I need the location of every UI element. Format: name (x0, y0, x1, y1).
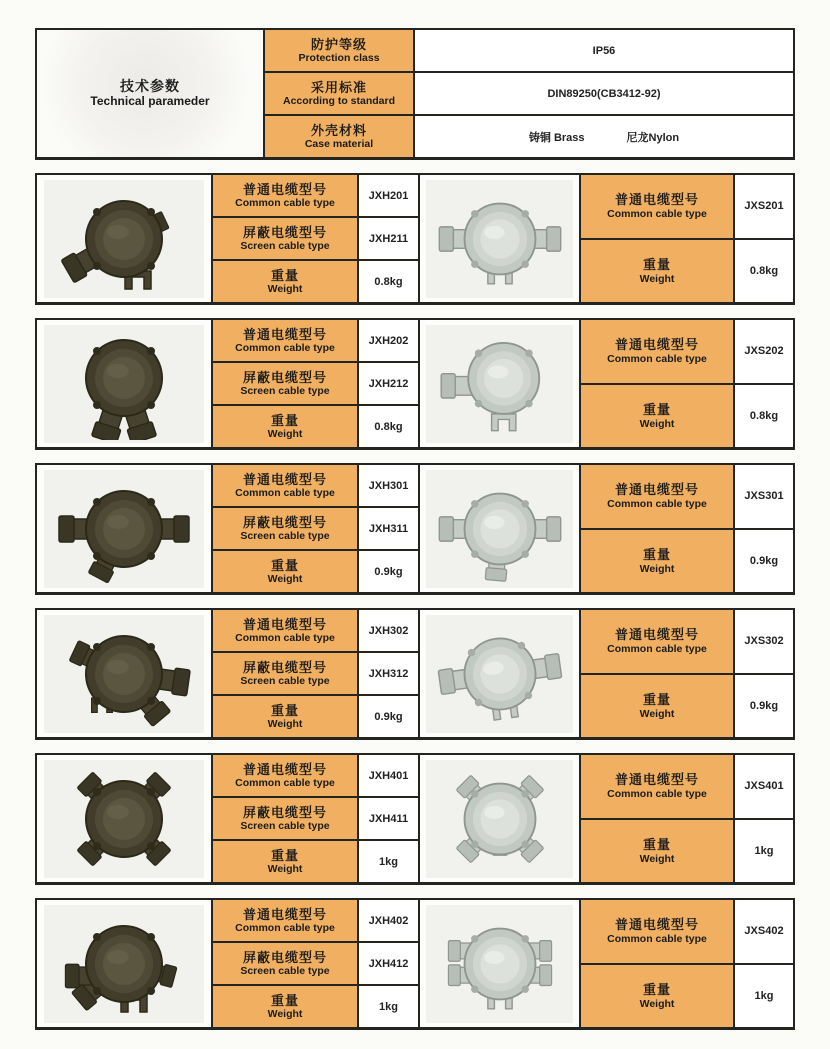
weight-value: 0.9kg (374, 710, 403, 723)
weight-label-en: Weight (639, 272, 675, 285)
weight-label (581, 675, 735, 738)
common-cable-type-label (581, 465, 735, 528)
screen-cable-row (213, 363, 418, 406)
weight-label-en: Weight (267, 863, 303, 876)
brass-photo-cell (37, 755, 213, 882)
screen-label-en: Screen cable type (240, 240, 330, 253)
common-label-en: Common cable type (607, 643, 707, 656)
weight-label-en: Weight (267, 573, 303, 586)
weight-label-en: Weight (639, 707, 675, 720)
screen-label-en: Screen cable type (240, 385, 330, 398)
brass-spec-cells (213, 320, 420, 447)
weight-label-zh: 重量 (270, 847, 299, 863)
common-model-value: JXS402 (744, 925, 784, 938)
common-model-value: JXH302 (368, 624, 409, 637)
product-row (35, 898, 795, 1030)
screen-model-value: JXH412 (368, 957, 409, 970)
weight-label-zh: 重量 (642, 256, 671, 272)
screen-model-value: JXH212 (368, 377, 409, 390)
weight-label-en: Weight (639, 852, 675, 865)
screen-cable-type-label (213, 943, 359, 984)
common-label-zh: 普通电缆型号 (242, 471, 327, 487)
common-cable-type-label (581, 320, 735, 383)
weight-label-zh: 重量 (270, 702, 299, 718)
weight-label-zh: 重量 (642, 981, 671, 997)
screen-cable-row (213, 943, 418, 986)
weight-label-en: Weight (267, 283, 303, 296)
brass-spec-cells (213, 610, 420, 737)
nylon-junction-box-photo (426, 470, 573, 588)
weight-label-zh: 重量 (270, 992, 299, 1008)
nylon-spec-cells (581, 175, 793, 302)
weight-label (581, 965, 735, 1028)
nylon-spec-cells (581, 320, 793, 447)
screen-model-value: JXH312 (368, 667, 409, 680)
nylon-spec-cells (581, 610, 793, 737)
weight-value: 1kg (754, 989, 774, 1002)
common-cable-type-label (213, 320, 359, 361)
common-cable-row (213, 465, 418, 508)
screen-cable-type-label (213, 363, 359, 404)
brass-junction-box-photo (44, 325, 204, 443)
case-material-nylon: 尼龙Nylon (626, 131, 680, 144)
screen-model-value: JXH311 (368, 522, 409, 535)
screen-label-zh: 屏蔽电缆型号 (242, 659, 327, 675)
common-label-en: Common cable type (235, 487, 335, 500)
common-model-value: JXS202 (744, 345, 784, 358)
common-label-zh: 普通电缆型号 (242, 326, 327, 342)
common-model-value: JXH201 (368, 189, 409, 202)
weight-label-zh: 重量 (270, 412, 299, 428)
weight-label-zh: 重量 (642, 836, 671, 852)
brass-junction-box-photo (44, 180, 204, 298)
common-cable-type-label (213, 175, 359, 216)
standard-label-zh: 采用标准 (310, 79, 367, 95)
common-cable-type-label (581, 755, 735, 818)
common-label-zh: 普通电缆型号 (242, 906, 327, 922)
common-model-value: JXH301 (368, 479, 409, 492)
weight-row (581, 530, 793, 593)
common-model-value: JXS201 (744, 200, 784, 213)
product-row (35, 318, 795, 450)
common-cable-row (581, 465, 793, 530)
standard-row (265, 73, 793, 116)
nylon-spec-cells (581, 900, 793, 1027)
weight-label-en: Weight (639, 417, 675, 430)
weight-value: 0.9kg (374, 565, 403, 578)
screen-cable-type-label (213, 798, 359, 839)
screen-label-zh: 屏蔽电缆型号 (242, 804, 327, 820)
brass-spec-cells (213, 175, 420, 302)
nylon-photo-cell (420, 900, 581, 1027)
protection-class-row (265, 30, 793, 73)
brass-junction-box-photo (44, 615, 204, 733)
common-label-zh: 普通电缆型号 (614, 192, 699, 208)
weight-label (581, 820, 735, 883)
weight-row (581, 820, 793, 883)
protection-class-label-zh: 防护等级 (310, 36, 367, 52)
common-model-value: JXH401 (368, 769, 409, 782)
weight-label (213, 551, 359, 592)
common-cable-type-label (213, 610, 359, 651)
tech-table-rows (265, 30, 793, 157)
tech-table-title-cell (37, 30, 265, 157)
weight-label-en: Weight (639, 997, 675, 1010)
common-cable-row (213, 320, 418, 363)
brass-spec-cells (213, 900, 420, 1027)
weight-row (213, 841, 418, 882)
brass-photo-cell (37, 175, 213, 302)
case-material-label-en: Case material (304, 138, 374, 151)
protection-class-label-en: Protection class (298, 52, 380, 65)
nylon-junction-box-photo (426, 180, 573, 298)
common-label-en: Common cable type (607, 498, 707, 511)
weight-label (213, 261, 359, 302)
brass-photo-cell (37, 465, 213, 592)
weight-row (581, 675, 793, 738)
brass-junction-box-photo (44, 905, 204, 1023)
nylon-photo-cell (420, 755, 581, 882)
nylon-junction-box-photo (426, 905, 573, 1023)
nylon-junction-box-photo (426, 615, 573, 733)
screen-cable-row (213, 798, 418, 841)
weight-value: 0.8kg (749, 264, 779, 277)
weight-label-zh: 重量 (642, 546, 671, 562)
common-label-en: Common cable type (607, 933, 707, 946)
screen-cable-row (213, 653, 418, 696)
weight-row (581, 240, 793, 303)
weight-label (581, 240, 735, 303)
common-label-zh: 普通电缆型号 (614, 482, 699, 498)
common-model-value: JXH402 (368, 914, 409, 927)
weight-value: 1kg (379, 855, 398, 868)
weight-value: 0.9kg (749, 699, 779, 712)
weight-label (213, 696, 359, 737)
common-cable-type-label (581, 610, 735, 673)
weight-row (213, 696, 418, 737)
weight-value: 0.8kg (374, 420, 403, 433)
weight-value: 0.8kg (749, 409, 779, 422)
case-material-label-zh: 外壳材料 (310, 122, 367, 138)
common-cable-row (581, 900, 793, 965)
weight-row (213, 406, 418, 447)
common-label-zh: 普通电缆型号 (242, 181, 327, 197)
weight-label (581, 530, 735, 593)
common-label-en: Common cable type (235, 777, 335, 790)
common-cable-row (581, 175, 793, 240)
common-cable-row (581, 755, 793, 820)
common-label-zh: 普通电缆型号 (242, 616, 327, 632)
nylon-photo-cell (420, 175, 581, 302)
weight-value: 1kg (754, 844, 774, 857)
weight-value: 0.8kg (374, 275, 403, 288)
screen-label-en: Screen cable type (240, 675, 330, 688)
screen-model-value: JXH211 (368, 232, 409, 245)
product-row (35, 608, 795, 740)
common-label-en: Common cable type (607, 353, 707, 366)
screen-cable-row (213, 508, 418, 551)
nylon-spec-cells (581, 465, 793, 592)
brass-spec-cells (213, 755, 420, 882)
brass-junction-box-photo (44, 760, 204, 878)
brass-spec-cells (213, 465, 420, 592)
common-model-value: JXS301 (744, 490, 784, 503)
nylon-photo-cell (420, 320, 581, 447)
common-label-zh: 普通电缆型号 (614, 772, 699, 788)
case-material-brass: 铸铜 Brass (528, 131, 585, 144)
weight-label-en: Weight (267, 1008, 303, 1021)
screen-model-value: JXH411 (368, 812, 409, 825)
common-cable-row (213, 610, 418, 653)
common-cable-type-label (581, 900, 735, 963)
nylon-photo-cell (420, 465, 581, 592)
weight-value: 1kg (379, 1000, 398, 1013)
weight-label-zh: 重量 (642, 691, 671, 707)
weight-label (581, 385, 735, 448)
weight-row (581, 385, 793, 448)
brass-photo-cell (37, 900, 213, 1027)
tech-parameter-table (35, 28, 795, 160)
screen-label-zh: 屏蔽电缆型号 (242, 224, 327, 240)
weight-value: 0.9kg (749, 554, 779, 567)
nylon-spec-cells (581, 755, 793, 882)
common-cable-row (213, 755, 418, 798)
screen-cable-type-label (213, 653, 359, 694)
screen-label-zh: 屏蔽电缆型号 (242, 949, 327, 965)
case-material-row (265, 116, 793, 157)
protection-class-label (265, 30, 415, 71)
screen-label-en: Screen cable type (240, 530, 330, 543)
common-cable-type-label (213, 900, 359, 941)
screen-cable-type-label (213, 218, 359, 259)
screen-label-zh: 屏蔽电缆型号 (242, 369, 327, 385)
nylon-junction-box-photo (426, 325, 573, 443)
common-cable-type-label (213, 755, 359, 796)
weight-row (213, 551, 418, 592)
common-cable-type-label (213, 465, 359, 506)
tech-title-zh: 技术参数 (120, 78, 180, 95)
common-cable-row (581, 320, 793, 385)
nylon-junction-box-photo (426, 760, 573, 878)
screen-label-zh: 屏蔽电缆型号 (242, 514, 327, 530)
common-label-en: Common cable type (607, 208, 707, 221)
weight-label-zh: 重量 (270, 267, 299, 283)
common-label-en: Common cable type (607, 788, 707, 801)
common-label-en: Common cable type (235, 922, 335, 935)
case-material-label (265, 116, 415, 157)
common-label-zh: 普通电缆型号 (614, 627, 699, 643)
screen-cable-row (213, 218, 418, 261)
common-model-value: JXS401 (744, 780, 784, 793)
common-label-en: Common cable type (235, 197, 335, 210)
weight-label-en: Weight (267, 718, 303, 731)
common-cable-row (213, 900, 418, 943)
weight-row (213, 986, 418, 1027)
product-row (35, 463, 795, 595)
common-label-en: Common cable type (235, 342, 335, 355)
common-label-en: Common cable type (235, 632, 335, 645)
brass-photo-cell (37, 610, 213, 737)
screen-label-en: Screen cable type (240, 965, 330, 978)
standard-label (265, 73, 415, 114)
weight-label (213, 841, 359, 882)
common-cable-type-label (581, 175, 735, 238)
weight-label-zh: 重量 (270, 557, 299, 573)
brass-junction-box-photo (44, 470, 204, 588)
protection-class-value: IP56 (592, 44, 616, 57)
common-model-value: JXH202 (368, 334, 409, 347)
common-label-zh: 普通电缆型号 (614, 917, 699, 933)
tech-title-en: Technical parameder (90, 94, 210, 108)
common-cable-row (581, 610, 793, 675)
weight-row (581, 965, 793, 1028)
weight-row (213, 261, 418, 302)
brass-photo-cell (37, 320, 213, 447)
case-material-value (415, 116, 793, 157)
product-row (35, 173, 795, 305)
weight-label-en: Weight (267, 428, 303, 441)
common-label-zh: 普通电缆型号 (614, 337, 699, 353)
common-label-zh: 普通电缆型号 (242, 761, 327, 777)
common-cable-row (213, 175, 418, 218)
weight-label (213, 986, 359, 1027)
common-model-value: JXS302 (744, 635, 784, 648)
screen-label-en: Screen cable type (240, 820, 330, 833)
standard-value: DIN89250(CB3412-92) (547, 87, 661, 100)
product-row (35, 753, 795, 885)
weight-label (213, 406, 359, 447)
weight-label-zh: 重量 (642, 401, 671, 417)
nylon-photo-cell (420, 610, 581, 737)
standard-label-en: According to standard (282, 95, 395, 108)
weight-label-en: Weight (639, 562, 675, 575)
screen-cable-type-label (213, 508, 359, 549)
